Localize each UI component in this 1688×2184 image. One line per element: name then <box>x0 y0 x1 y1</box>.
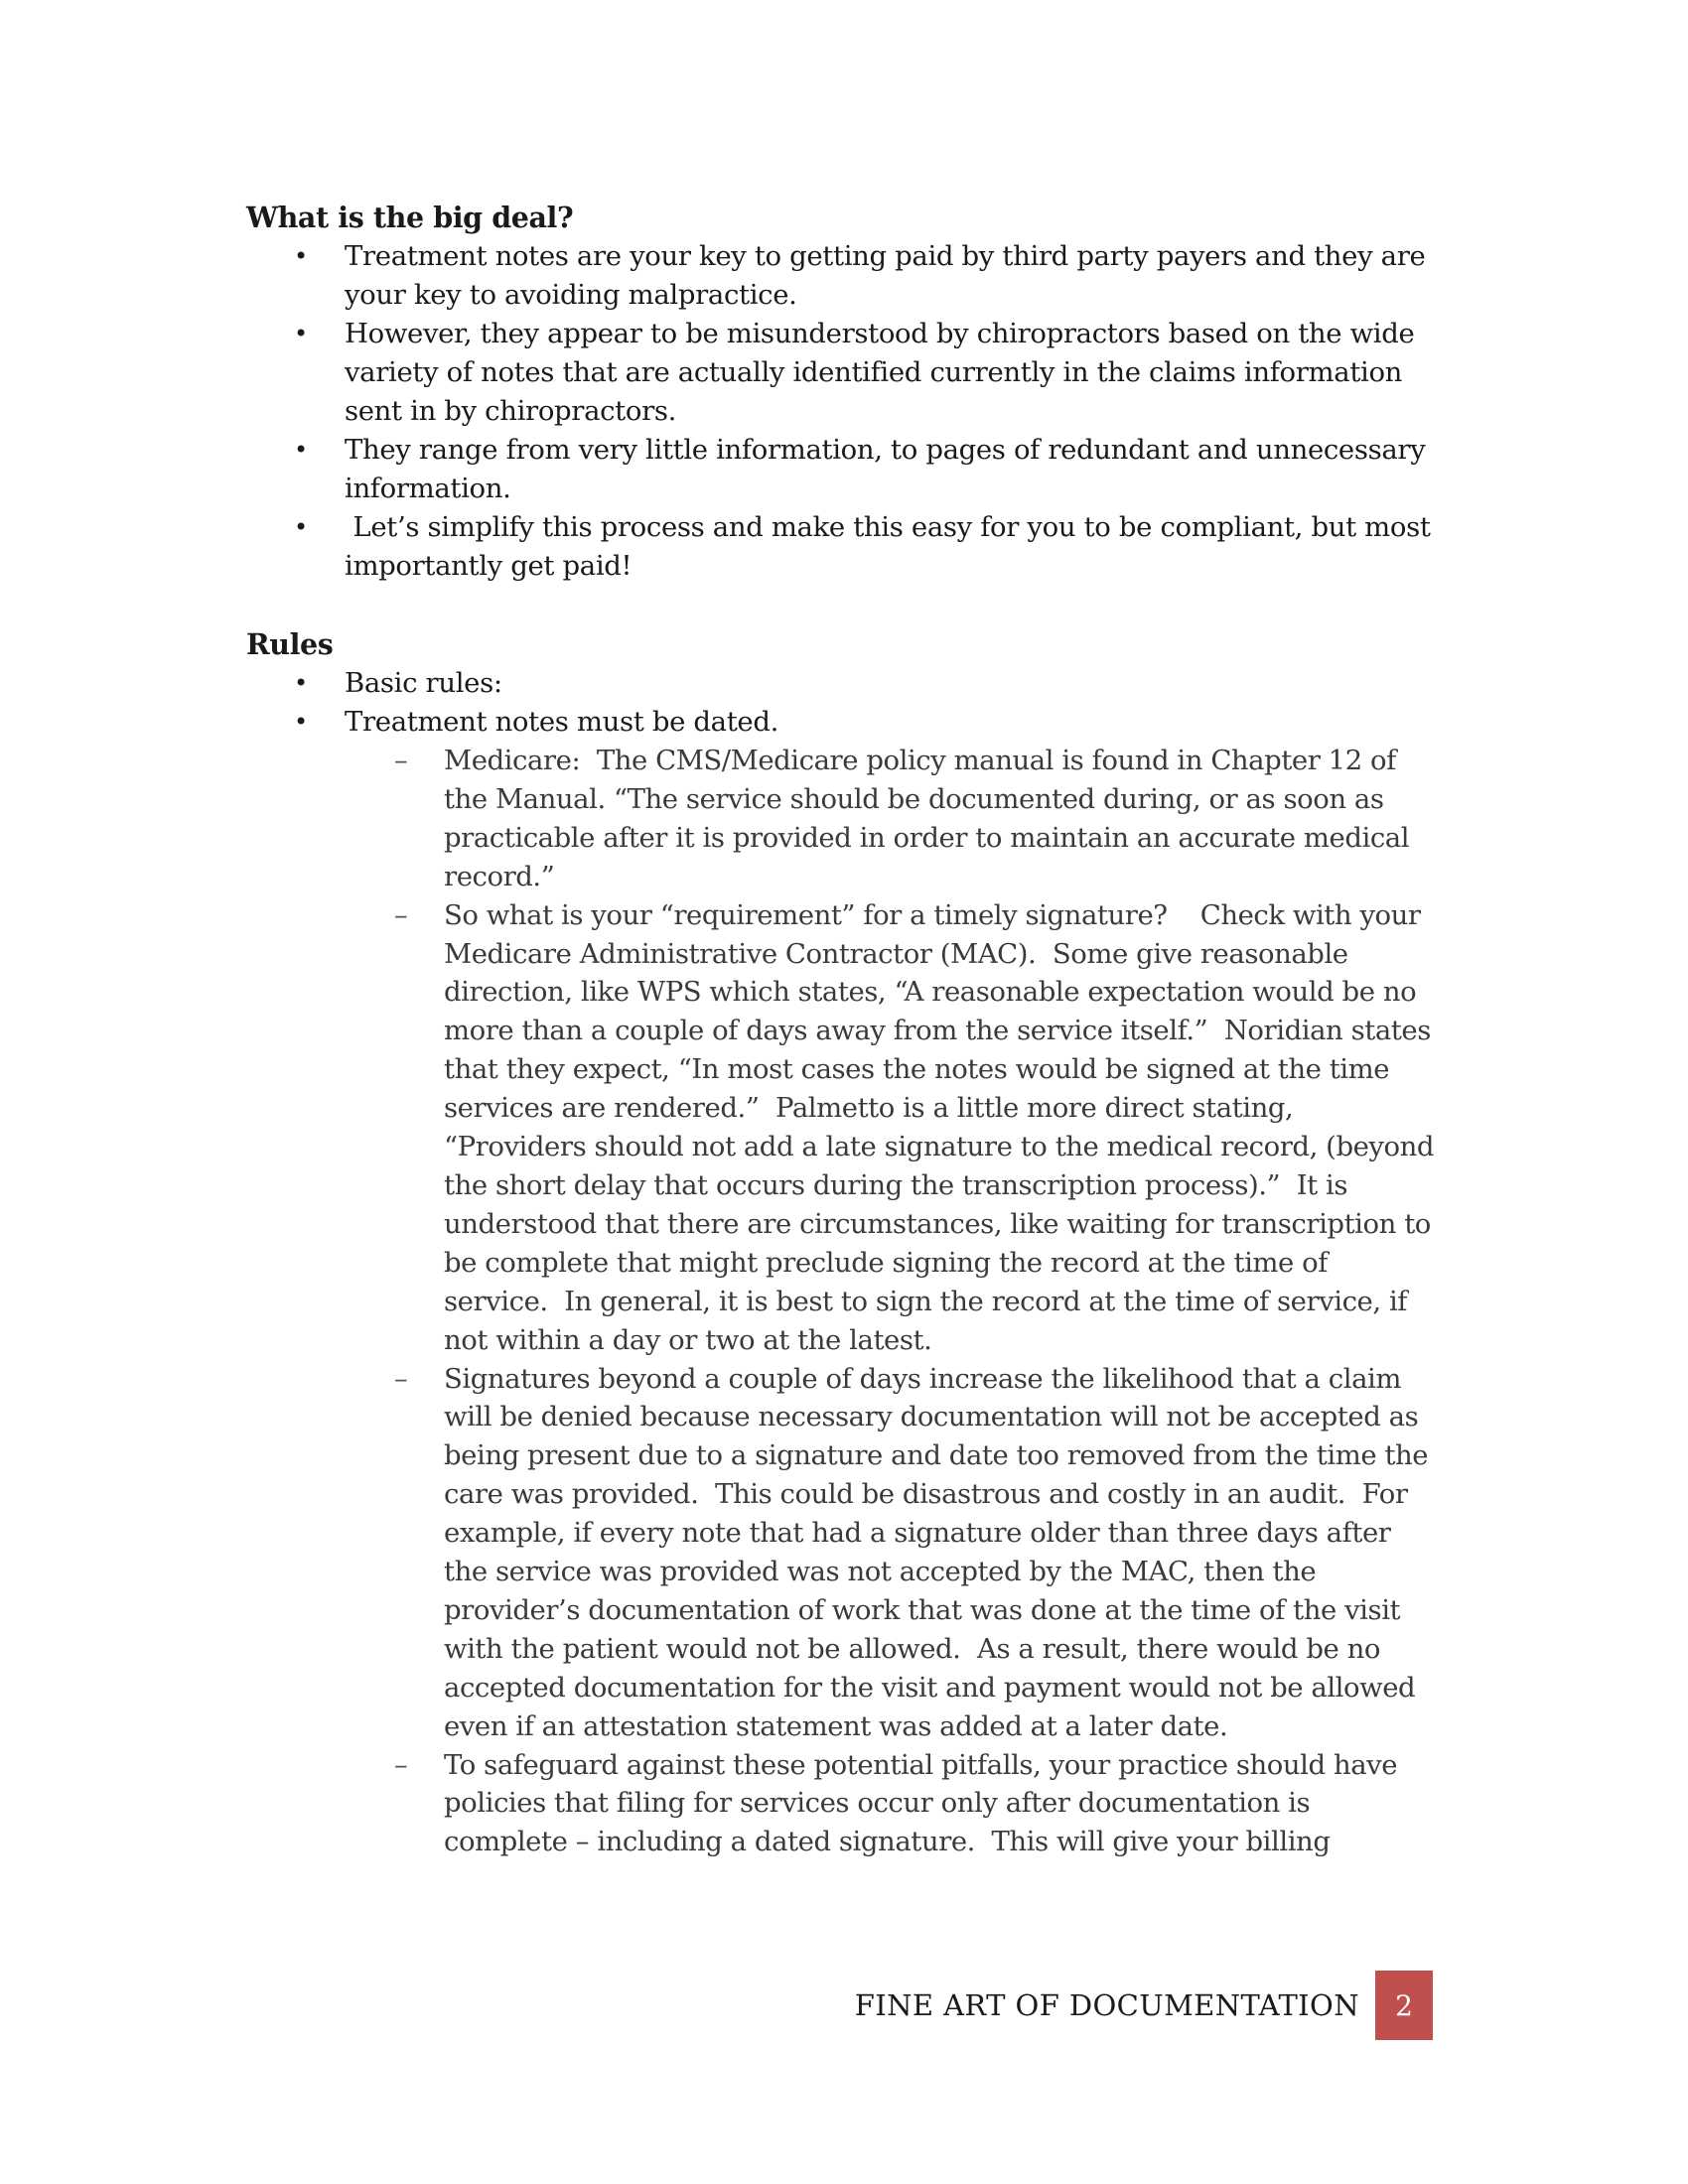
list-item-text: They range from very little information, to pages of redundant and unnecessary information. <box>345 434 1426 504</box>
section-rules <box>246 625 1443 1861</box>
section-spacer <box>246 586 1438 625</box>
bullet-icon: • <box>294 669 308 697</box>
list-item-text: Basic rules: <box>345 667 502 699</box>
section-heading: Rules <box>246 627 334 661</box>
bullet-icon: • <box>294 320 308 347</box>
sub-list-item <box>394 1746 1438 1862</box>
sub-list-item <box>394 896 1443 1360</box>
list-item <box>294 664 1438 703</box>
list-item-text: Treatment notes must be dated. <box>345 706 778 738</box>
sub-list-item <box>394 1360 1438 1746</box>
bullet-icon: • <box>294 242 308 270</box>
sub-list-item-text: Medicare: The CMS/Medicare policy manual is found in Chapter 12 of the Manual. “The service should be documented during, or as soon as practicable after it is provided in order to maintain an accurate medical record.” <box>444 745 1418 892</box>
dash-icon: – <box>394 745 408 776</box>
section-heading: What is the big deal? <box>246 201 574 234</box>
dash-icon: – <box>394 898 408 931</box>
footer-title: FINE ART OF DOCUMENTATION <box>854 1988 1359 2022</box>
list-item-text: However, they appear to be misunderstood by chiropractors based on the wide variety of notes that are actually identified currently in the claims information sent in by chiropractors. <box>345 318 1415 427</box>
bullet-icon: • <box>294 708 308 736</box>
sub-list <box>345 742 1443 1861</box>
list-item <box>294 431 1438 508</box>
sub-list-item-text: Signatures beyond a couple of days increase the likelihood that a claim will be denied because necessary documentation will not be accepted as being present due to a signature and date too removed from the time the care was provided. This could be disastrous and costly in an audit. For example, if every note that had a signature older than three days after the service was provided was not accepted by the MAC, then the provider’s documentation of work that was done at the time of the visit with the patient would not be allowed. As a result, there would be no accepted documentation for the visit and payment would not be allowed even if an attestation statement was added at a later date. <box>444 1362 1437 1742</box>
list-item <box>294 703 1443 1861</box>
list-item <box>294 508 1439 586</box>
sub-list-item-text: So what is your “requirement” for a timely signature? Check with your Medicare Administrative Contractor (MAC). Some give reasonable direction, like WPS which states, “A reasonable expectation would be no more than a couple of days away from the service itself.” Noridian states that they expect, “In most cases the notes would be signed at the time services are rendered.” Palmetto is a little more direct stating, “Providers should not add a late signature to the medical record, (beyond the short delay that occurs during the transcription process).” It is understood that there are circumstances, like waiting for transcription to be complete that might preclude signing the record at the time of service. In general, it is best to sign the record at the time of service, if not within a day or two at the latest. <box>444 898 1443 1356</box>
dash-icon: – <box>394 1748 408 1781</box>
page-footer <box>855 1971 1433 2040</box>
sub-list-item-text: To safeguard against these potential pitfalls, your practice should have policies that filing for services occur only after documentation is complete – including a dated signature. This will give your billing <box>444 1748 1406 1858</box>
sub-list-item <box>394 742 1438 896</box>
page-content <box>246 199 1443 1861</box>
bullet-icon: • <box>294 513 308 541</box>
bullet-list <box>246 664 1443 1861</box>
page-number-badge: 2 <box>1375 1971 1433 2040</box>
list-item <box>294 315 1438 431</box>
list-item-text: Treatment notes are your key to getting paid by third party payers and they are your key to avoiding malpractice. <box>345 240 1426 311</box>
bullet-list <box>246 237 1438 586</box>
list-item <box>294 237 1438 315</box>
list-item-text: Let’s simplify this process and make this easy for you to be compliant, but most importantly get paid! <box>345 511 1439 582</box>
bullet-icon: • <box>294 436 308 464</box>
section-big-deal <box>246 199 1438 586</box>
dash-icon: – <box>394 1362 408 1395</box>
